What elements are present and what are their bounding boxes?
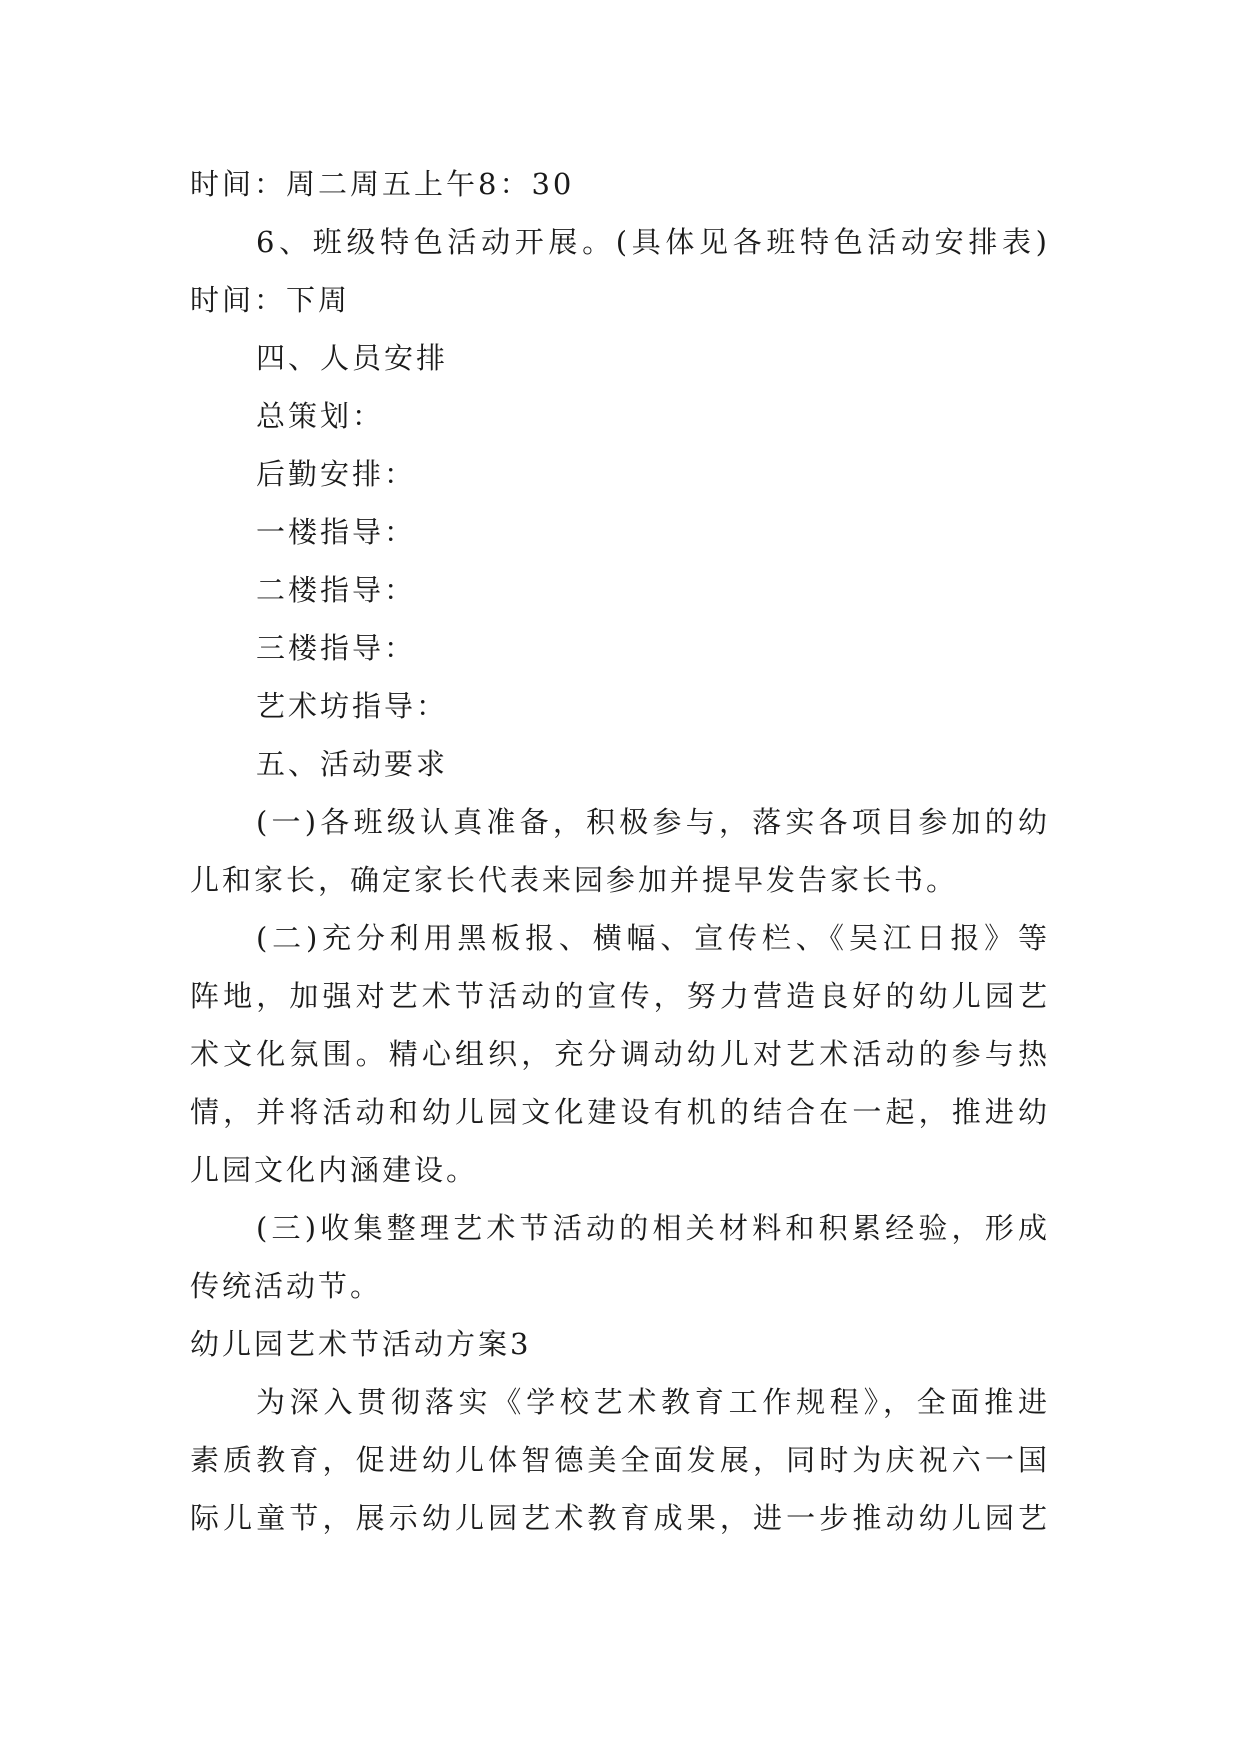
section-heading: 五、活动要求 [256,747,449,781]
text-line: 时间：下周 [190,283,351,317]
text-line: 二楼指导： [256,573,417,607]
section-heading: 四、人员安排 [256,341,449,375]
text-line: 总策划： [256,399,385,433]
text-line: 后勤安排： [256,457,417,491]
text-line: 情，并将活动和幼儿园文化建设有机的结合在一起，推进幼 [190,1095,1050,1129]
text-line: 阵地，加强对艺术节活动的宣传，努力营造良好的幼儿园艺 [190,979,1050,1013]
document-title: 幼儿园艺术节活动方案3 [190,1327,532,1361]
text-line: 素质教育，促进幼儿体智德美全面发展，同时为庆祝六一国 [190,1443,1050,1477]
text-line: 艺术坊指导： [256,689,449,723]
text-line: 6、班级特色活动开展。(具体见各班特色活动安排表) [256,225,1050,259]
text-line: 为深入贯彻落实《学校艺术教育工作规程》，全面推进 [256,1385,1050,1419]
text-line: 术文化氛围。精心组织，充分调动幼儿对艺术活动的参与热 [190,1037,1050,1071]
text-line: 传统活动节。 [190,1269,383,1303]
text-line: (二)充分利用黑板报、横幅、宣传栏、《吴江日报》等 [256,921,1050,955]
text-line: 一楼指导： [256,515,417,549]
text-line: 时间：周二周五上午8：30 [190,167,575,201]
text-line: (三)收集整理艺术节活动的相关材料和积累经验，形成 [256,1211,1050,1245]
text-line: 儿园文化内涵建设。 [190,1153,479,1187]
text-line: 际儿童节，展示幼儿园艺术教育成果，进一步推动幼儿园艺 [190,1501,1050,1535]
text-line: 儿和家长，确定家长代表来园参加并提早发告家长书。 [190,863,959,897]
text-line: 三楼指导： [256,631,417,665]
text-line: (一)各班级认真准备，积极参与，落实各项目参加的幼 [256,805,1050,839]
